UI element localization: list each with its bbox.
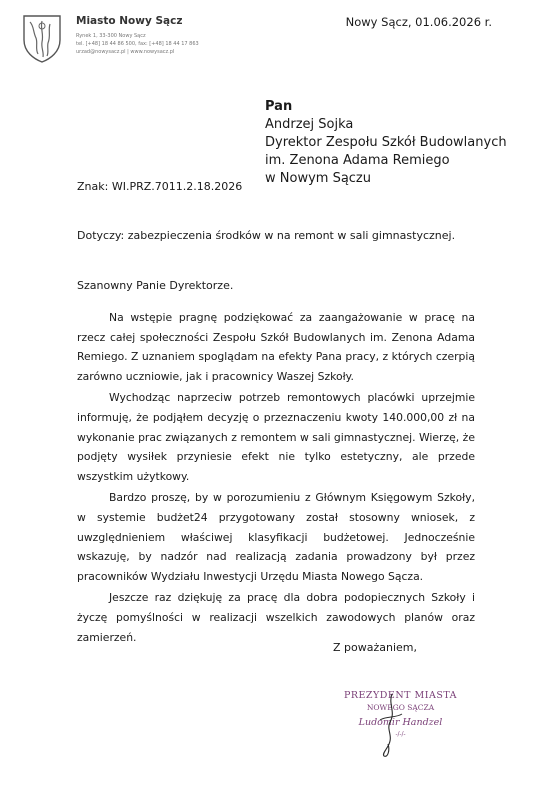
letter-body xyxy=(77,308,475,649)
body-paragraph: Wychodząc naprzeciw potrzeb remontowych placówki uprzejmie informuję, że podjąłem decyzję o przeznaczeniu kwoty 140.000,00 zł na wykonanie prac związanych z remontem w sali gimnastycznej. Wierzę, że podjęty wysiłek przyniesie efekt nie tylko estetyczny, ale przede wszystkim użytkowy. xyxy=(77,391,475,483)
letter-date: Nowy Sącz, 01.06.2026 r. xyxy=(345,15,492,29)
org-name: Miasto Nowy Sącz xyxy=(76,15,183,27)
recipient-block xyxy=(265,98,507,188)
recipient-salutation: Pan xyxy=(265,99,293,114)
body-paragraph: Jeszcze raz dziękuję za pracę dla dobra podopiecznych Szkoły i życzę pomyślności w realizacji wszelkich zawodowych planów oraz zamierzeń. xyxy=(77,591,475,644)
letter-subject: Dotyczy: zabezpieczenia środków w na remont w sali gimnastycznej. xyxy=(77,229,456,242)
org-address: Rynek 1, 33-300 Nowy Sącz xyxy=(76,33,146,39)
letter-greeting: Szanowny Panie Dyrektorze. xyxy=(77,279,234,292)
org-phone: tel. [+48] 18 44 86 500, fax: [+48] 18 44 17 863 xyxy=(76,41,199,47)
stamp-name: Ludomir Handzel xyxy=(358,717,443,728)
reference-number: Znak: WI.PRZ.7011.2.18.2026 xyxy=(77,180,243,193)
recipient-school: im. Zenona Adama Remiego xyxy=(265,153,450,168)
stamp-subtitle: NOWEGO SĄCZA xyxy=(366,703,435,712)
recipient-city: w Nowym Sączu xyxy=(265,171,371,186)
body-paragraph: Bardzo proszę, by w porozumieniu z Głównym Księgowym Szkoły, w systemie budżet24 przygotowany został stosowny wniosek, z uwzględnieniem właściwej klasyfikacji budżetowej. Jednocześnie wskazuję, by nadzór nad realizacją zadania prowadzony był przez pracowników Wydziału Inwestycji Urzędu Miasta Nowego Sącza. xyxy=(77,491,475,583)
letter-closing: Z poważaniem, xyxy=(333,641,418,654)
recipient-position: Dyrektor Zespołu Szkół Budowlanych xyxy=(265,135,507,150)
handwritten-signature xyxy=(370,690,410,760)
body-paragraph: Na wstępie pragnę podziękować za zaangażowanie w pracę na rzecz całej społeczności Zespołu Szkół Budowlanych im. Zenona Adama Remiego. Z uznaniem spoglądam na efekty Pana pracy, z których czerpią zarówno uczniowie, jak i pracownicy Waszej Szkoły. xyxy=(77,311,475,383)
recipient-name: Andrzej Sojka xyxy=(265,117,354,132)
stamp-title: PREZYDENT MIASTA xyxy=(343,690,458,701)
city-crest-icon xyxy=(20,12,64,64)
stamp-mark: -/-/- xyxy=(395,731,406,738)
org-email-web: urzad@nowysacz.pl | www.nowysacz.pl xyxy=(76,49,175,55)
